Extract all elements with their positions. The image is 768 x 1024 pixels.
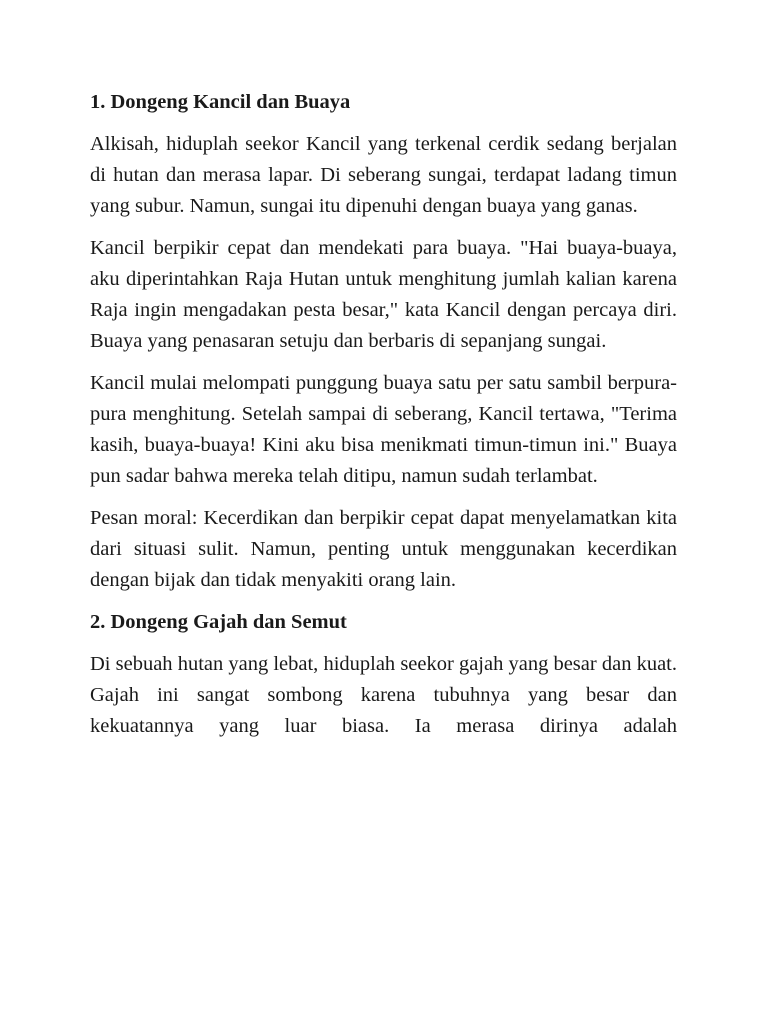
document-page (90, 87, 677, 737)
story-1-paragraph-3: Kancil mulai melompati punggung buaya satu per satu sambil berpura-pura menghitung. Setelah sampai di seberang, Kancil tertawa, "Terima kasih, buaya-buaya! Kini aku bisa menikmati timun-timun ini." Buaya pun sadar bahwa mereka telah ditipu, namun sudah terlambat. (90, 372, 677, 487)
story-1-moral-paragraph: Pesan moral: Kecerdikan dan berpikir cepat dapat menyelamatkan kita dari situasi sulit. Namun, penting untuk menggunakan kecerdikan dengan bijak dan tidak menyakiti orang lain. (90, 507, 677, 591)
story-1-heading: 1. Dongeng Kancil dan Buaya (90, 91, 351, 113)
story-2-paragraph-1: Di sebuah hutan yang lebat, hiduplah seekor gajah yang besar dan kuat. Gajah ini sangat sombong karena tubuhnya yang besar dan kekuatannya yang luar biasa. Ia merasa dirinya adalah (90, 653, 677, 737)
story-2-heading: 2. Dongeng Gajah dan Semut (90, 611, 347, 633)
story-1-paragraph-1: Alkisah, hiduplah seekor Kancil yang terkenal cerdik sedang berjalan di hutan dan merasa lapar. Di seberang sungai, terdapat ladang timun yang subur. Namun, sungai itu dipenuhi dengan buaya yang ganas. (90, 133, 677, 217)
story-1-paragraph-2: Kancil berpikir cepat dan mendekati para buaya. "Hai buaya-buaya, aku diperintahkan Raja Hutan untuk menghitung jumlah kalian karena Raja ingin mengadakan pesta besar," kata Kancil dengan percaya diri. Buaya yang penasaran setuju dan berbaris di sepanjang sungai. (90, 237, 677, 352)
